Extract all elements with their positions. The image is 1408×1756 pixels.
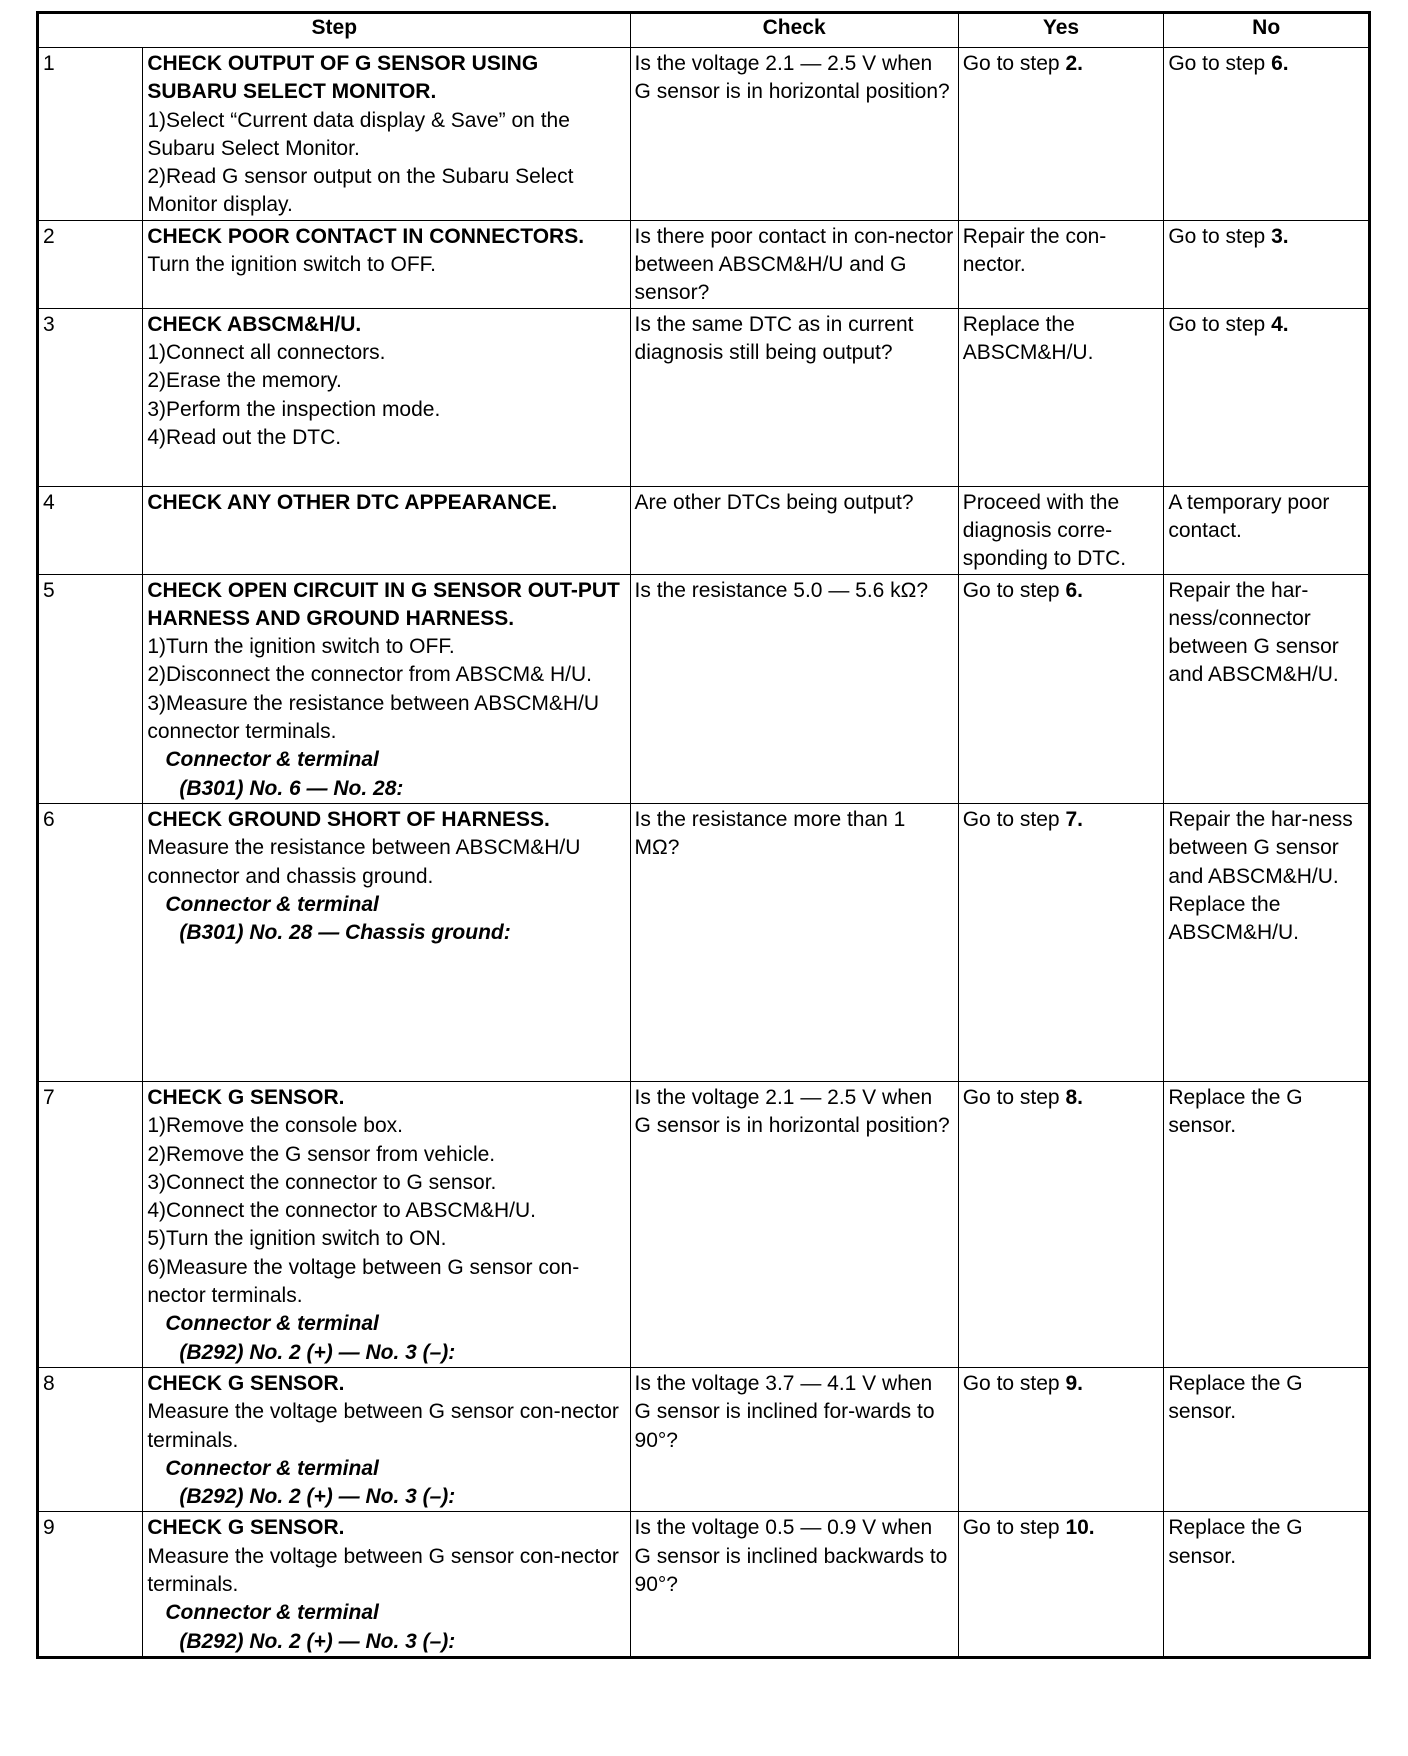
step-number: 5	[38, 574, 143, 803]
step-instruction: Measure the voltage between G sensor con-nector terminals.	[147, 1544, 619, 1596]
step-reference: 6.	[1271, 52, 1289, 75]
step-reference: 6.	[1065, 578, 1083, 602]
connector-spec: (B301) No. 28 — Chassis ground:	[179, 921, 511, 945]
step-description	[143, 308, 630, 486]
step-reference: 9.	[1065, 1371, 1083, 1395]
yes-cell	[958, 1512, 1164, 1657]
connector-spec: (B292) No. 2 (+) — No. 3 (–):	[179, 1340, 456, 1364]
step-instruction: 1)Connect all connectors.	[147, 340, 386, 364]
yes-cell	[958, 574, 1164, 803]
no-cell	[1164, 486, 1370, 574]
step-instruction: 3)Perform the inspection mode.	[147, 397, 441, 421]
yes-cell-text: Go to step	[962, 1516, 1066, 1540]
table-row	[38, 803, 1370, 1081]
check-cell: Is the voltage 3.7 — 4.1 V when G sensor is inclined for-wards to 90°?	[630, 1367, 958, 1511]
step-number: 3	[38, 308, 143, 486]
yes-cell	[958, 48, 1164, 221]
table-row	[38, 308, 1370, 486]
yes-cell-text: Go to step	[962, 578, 1066, 602]
step-instruction: 3)Measure the resistance between ABSCM&H/U connector terminals.	[147, 691, 600, 744]
step-title: CHECK G SENSOR.	[147, 1371, 345, 1395]
connector-label: Connector & terminal	[165, 1601, 379, 1625]
step-instruction: 4)Read out the DTC.	[147, 425, 342, 449]
step-description	[143, 1512, 630, 1657]
check-cell: Is the voltage 0.5 — 0.9 V when G sensor is inclined backwards to 90°?	[630, 1512, 958, 1657]
step-instruction: 2)Disconnect the connector from ABSCM& H/U.	[147, 663, 592, 687]
header-step: Step	[38, 13, 631, 48]
table-row	[38, 486, 1370, 574]
step-number: 6	[38, 803, 143, 1081]
no-cell-text: Go to step	[1168, 312, 1272, 336]
step-number: 2	[38, 220, 143, 308]
step-description	[143, 486, 630, 574]
step-number: 4	[38, 486, 143, 574]
step-instruction: 1)Remove the console box.	[147, 1114, 403, 1138]
no-cell-text: A temporary poor contact.	[1168, 490, 1330, 542]
step-description	[143, 803, 630, 1081]
table-row	[38, 1081, 1370, 1367]
connector-label: Connector & terminal	[165, 1456, 379, 1480]
table-row	[38, 1367, 1370, 1511]
step-description	[143, 48, 630, 221]
check-cell: Is there poor contact in con-nector between ABSCM&H/U and G sensor?	[630, 220, 958, 308]
table-row	[38, 48, 1370, 221]
step-description	[143, 1367, 630, 1511]
connector-label: Connector & terminal	[165, 748, 379, 772]
no-cell	[1164, 220, 1370, 308]
step-description	[143, 220, 630, 308]
step-instruction: 1)Select “Current data display & Save” on the Subaru Select Monitor.	[147, 108, 570, 160]
check-cell: Is the resistance more than 1 MΩ?	[630, 803, 958, 1081]
yes-cell-text: Go to step	[962, 1371, 1066, 1395]
no-cell-text: Replace the G sensor.	[1168, 1371, 1303, 1424]
step-instruction: Measure the resistance between ABSCM&H/U connector and chassis ground.	[147, 836, 581, 888]
step-reference: 8.	[1065, 1085, 1083, 1109]
connector-label: Connector & terminal	[165, 1312, 379, 1336]
check-cell: Is the voltage 2.1 — 2.5 V when G sensor is in horizontal position?	[630, 48, 958, 221]
step-title: CHECK OUTPUT OF G SENSOR USING SUBARU SELECT MONITOR.	[147, 52, 539, 104]
check-cell: Is the resistance 5.0 — 5.6 kΩ?	[630, 574, 958, 803]
step-title: CHECK ANY OTHER DTC APPEARANCE.	[147, 490, 558, 514]
yes-cell	[958, 308, 1164, 486]
step-reference: 3.	[1271, 224, 1289, 248]
step-number: 7	[38, 1081, 143, 1367]
step-instruction: 2)Erase the memory.	[147, 369, 342, 393]
yes-cell	[958, 803, 1164, 1081]
header-yes: Yes	[958, 13, 1164, 48]
no-cell	[1164, 1081, 1370, 1367]
step-title: CHECK POOR CONTACT IN CONNECTORS.	[147, 224, 585, 248]
step-title: CHECK G SENSOR.	[147, 1516, 345, 1540]
no-cell	[1164, 574, 1370, 803]
step-title: CHECK ABSCM&H/U.	[147, 312, 362, 336]
table-row	[38, 220, 1370, 308]
no-cell-text: Replace the G sensor.	[1168, 1085, 1303, 1138]
check-cell: Is the voltage 2.1 — 2.5 V when G sensor is in horizontal position?	[630, 1081, 958, 1367]
yes-cell	[958, 1367, 1164, 1511]
step-reference: 4.	[1271, 312, 1289, 336]
step-number: 8	[38, 1367, 143, 1511]
step-title: CHECK OPEN CIRCUIT IN G SENSOR OUT-PUT HARNESS AND GROUND HARNESS.	[147, 578, 620, 630]
step-reference: 2.	[1065, 52, 1083, 75]
step-number: 9	[38, 1512, 143, 1657]
diagnostic-table	[36, 11, 1371, 1659]
step-instruction: 1)Turn the ignition switch to OFF.	[147, 635, 455, 659]
yes-cell	[958, 486, 1164, 574]
yes-cell-text: Go to step	[962, 52, 1066, 75]
no-cell-text: Replace the G sensor.	[1168, 1516, 1303, 1568]
yes-cell-text: Go to step	[962, 807, 1066, 831]
yes-cell	[958, 220, 1164, 308]
header-no: No	[1164, 13, 1370, 48]
yes-cell-text: Repair the con-nector.	[962, 224, 1107, 277]
step-description	[143, 574, 630, 803]
no-cell	[1164, 1367, 1370, 1511]
yes-cell	[958, 1081, 1164, 1367]
step-instruction: 4)Connect the connector to ABSCM&H/U.	[147, 1199, 537, 1223]
no-cell-text: Repair the har-ness/connector between G sensor and ABSCM&H/U.	[1168, 578, 1339, 687]
connector-spec: (B301) No. 6 — No. 28:	[179, 776, 404, 800]
connector-spec: (B292) No. 2 (+) — No. 3 (–):	[179, 1485, 456, 1509]
no-cell	[1164, 308, 1370, 486]
no-cell	[1164, 803, 1370, 1081]
step-description	[143, 1081, 630, 1367]
table-row	[38, 1512, 1370, 1657]
check-cell: Are other DTCs being output?	[630, 486, 958, 574]
step-instruction: Turn the ignition switch to OFF.	[147, 253, 436, 277]
step-instruction: 2)Remove the G sensor from vehicle.	[147, 1142, 496, 1166]
no-cell-text: Go to step	[1168, 52, 1272, 75]
step-reference: 7.	[1065, 807, 1083, 831]
connector-label: Connector & terminal	[165, 892, 379, 916]
no-cell-text: Repair the har-ness between G sensor and ABSCM&H/U. Replace the ABSCM&H/U.	[1168, 807, 1353, 945]
no-cell	[1164, 1512, 1370, 1657]
connector-spec: (B292) No. 2 (+) — No. 3 (–):	[179, 1629, 456, 1653]
yes-cell-text: Replace the ABSCM&H/U.	[962, 312, 1094, 364]
step-title: CHECK G SENSOR.	[147, 1085, 345, 1109]
step-instruction: Measure the voltage between G sensor con-nector terminals.	[147, 1400, 619, 1452]
step-title: CHECK GROUND SHORT OF HARNESS.	[147, 807, 550, 831]
step-instruction: 2)Read G sensor output on the Subaru Select Monitor display.	[147, 165, 574, 217]
step-reference: 10.	[1065, 1516, 1095, 1540]
step-instruction: 5)Turn the ignition switch to ON.	[147, 1227, 447, 1251]
step-instruction: 3)Connect the connector to G sensor.	[147, 1170, 497, 1194]
no-cell-text: Go to step	[1168, 224, 1272, 248]
check-cell: Is the same DTC as in current diagnosis still being output?	[630, 308, 958, 486]
yes-cell-text: Proceed with the diagnosis corre-sponding to DTC.	[962, 490, 1127, 571]
header-row	[38, 13, 1370, 48]
table-row	[38, 574, 1370, 803]
header-check: Check	[630, 13, 958, 48]
step-number: 1	[38, 48, 143, 221]
yes-cell-text: Go to step	[962, 1085, 1066, 1109]
no-cell	[1164, 48, 1370, 221]
step-instruction: 6)Measure the voltage between G sensor con-nector terminals.	[147, 1255, 580, 1308]
